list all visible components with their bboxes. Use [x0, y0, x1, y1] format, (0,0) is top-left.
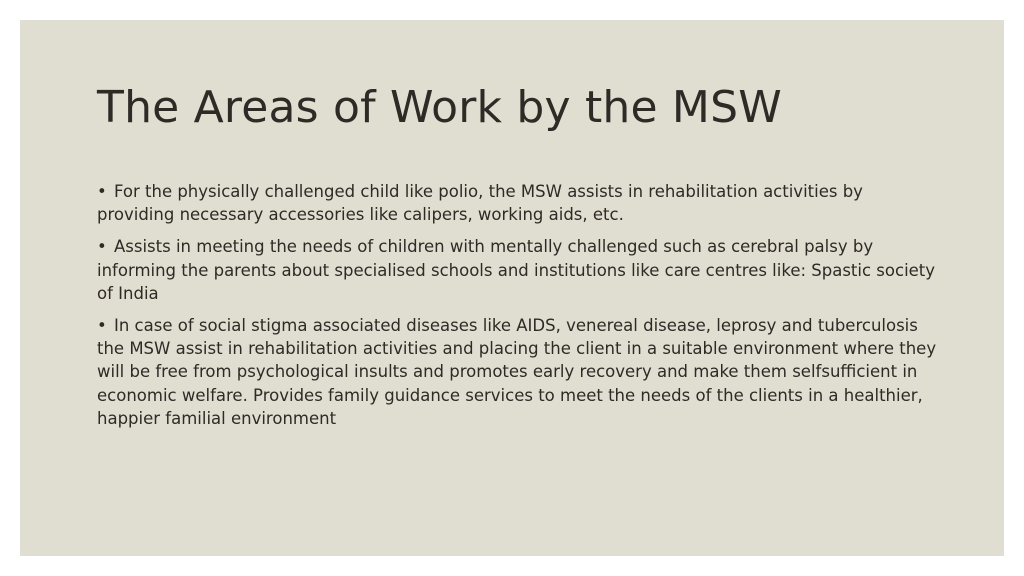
slide-title: The Areas of Work by the MSW [97, 82, 782, 133]
bullet-text: Assists in meeting the needs of children with mentally challenged such as cerebral palsy by informing the parents about specialised schools and institutions like care centres like: Spastic society of India [97, 237, 936, 303]
bullet-text: In case of social stigma associated diseases like AIDS, venereal disease, leprosy and tuberculosis the MSW assist in rehabilitation activities and placing the client in a suitable environment where they will be free from psychological insults and promotes early recovery and make them selfsufficient in economic welfare. Provides family guidance services to meet the needs of the clients in a healthier, happier familial environment [97, 316, 937, 428]
bullet-icon: • [97, 182, 107, 201]
bullet-text: For the physically challenged child like polio, the MSW assists in rehabilitation activities by providing necessary accessories like calipers, working aids, etc. [97, 182, 863, 225]
bullet-icon: • [97, 237, 107, 257]
bullet-item [97, 235, 937, 305]
bullet-list [97, 180, 937, 439]
bullet-item [97, 180, 937, 226]
bullet-icon: • [97, 316, 107, 336]
slide [20, 20, 1004, 556]
bullet-item [97, 314, 937, 430]
